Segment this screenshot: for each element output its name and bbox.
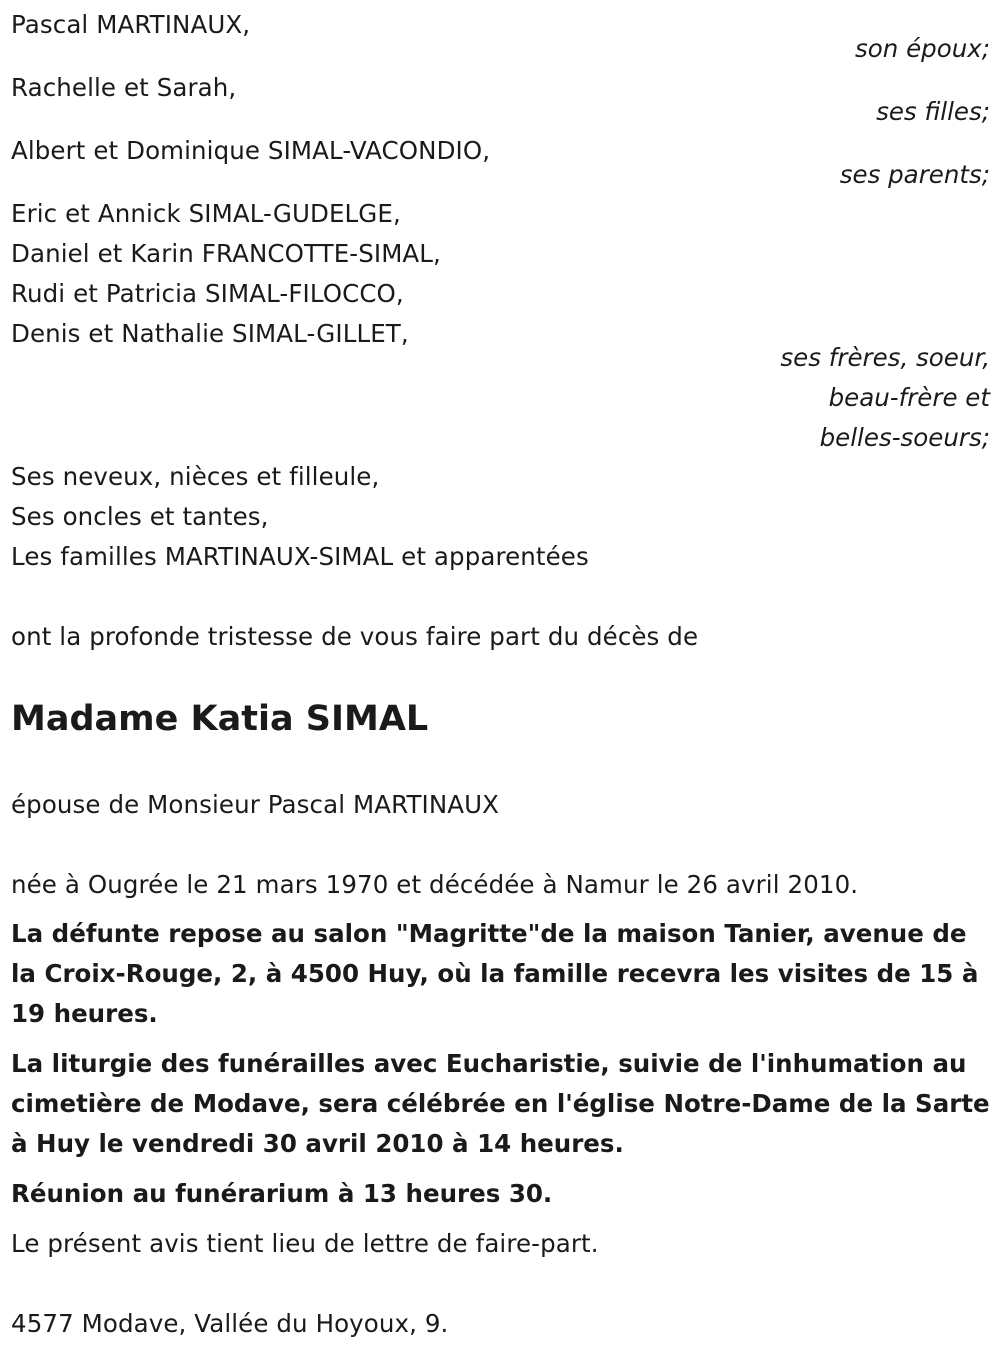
notice-text: Le présent avis tient lieu de lettre de faire-part. xyxy=(11,1229,599,1258)
address-text: 4577 Modave, Vallée du Hoyoux, 9. xyxy=(11,1309,449,1338)
other-relatives-line: Ses oncles et tantes, xyxy=(11,502,269,531)
birth-death-text: née à Ougrée le 21 mars 1970 et décédée à Namur le 26 avril 2010. xyxy=(11,870,859,899)
deceased-name: Madame Katia SIMAL xyxy=(11,699,429,739)
daughters-names: Rachelle et Sarah, xyxy=(11,73,237,102)
sibling-line: Eric et Annick SIMAL-GUDELGE, xyxy=(11,199,401,228)
daughters-role: ses filles; xyxy=(876,97,990,126)
visitation-paragraph: La défunte repose au salon "Magritte"de la maison Tanier, avenue de la Croix-Rouge, 2, à 4500 Huy, où la famille recevra les visites de 15 à 19 heures. xyxy=(11,919,979,1028)
funeral-paragraph: La liturgie des funérailles avec Eucharistie, suivie de l'inhumation au cimetière de Modave, sera célébrée en l'église Notre-Dame de la Sarte à Huy le vendredi 30 avril 2010 à 14 heures. xyxy=(11,1049,990,1158)
meeting-paragraph: Réunion au funérarium à 13 heures 30. xyxy=(11,1179,553,1208)
siblings-role-line: beau-frère et xyxy=(828,383,990,412)
other-relatives-line: Les familles MARTINAUX-SIMAL et apparentées xyxy=(11,542,589,571)
siblings-role-line: belles-soeurs; xyxy=(819,423,990,452)
sibling-line: Denis et Nathalie SIMAL-GILLET, xyxy=(11,319,409,348)
announcement-text: ont la profonde tristesse de vous faire part du décès de xyxy=(11,622,699,651)
siblings-role-line: ses frères, soeur, xyxy=(780,343,990,372)
spouse-role: son époux; xyxy=(855,34,990,63)
spouse-of-text: épouse de Monsieur Pascal MARTINAUX xyxy=(11,790,500,819)
sibling-line: Daniel et Karin FRANCOTTE-SIMAL, xyxy=(11,239,441,268)
spouse-name: Pascal MARTINAUX, xyxy=(11,10,251,39)
sibling-line: Rudi et Patricia SIMAL-FILOCCO, xyxy=(11,279,404,308)
other-relatives-line: Ses neveux, nièces et filleule, xyxy=(11,462,380,491)
parents-role: ses parents; xyxy=(839,160,990,189)
parents-names: Albert et Dominique SIMAL-VACONDIO, xyxy=(11,136,491,165)
